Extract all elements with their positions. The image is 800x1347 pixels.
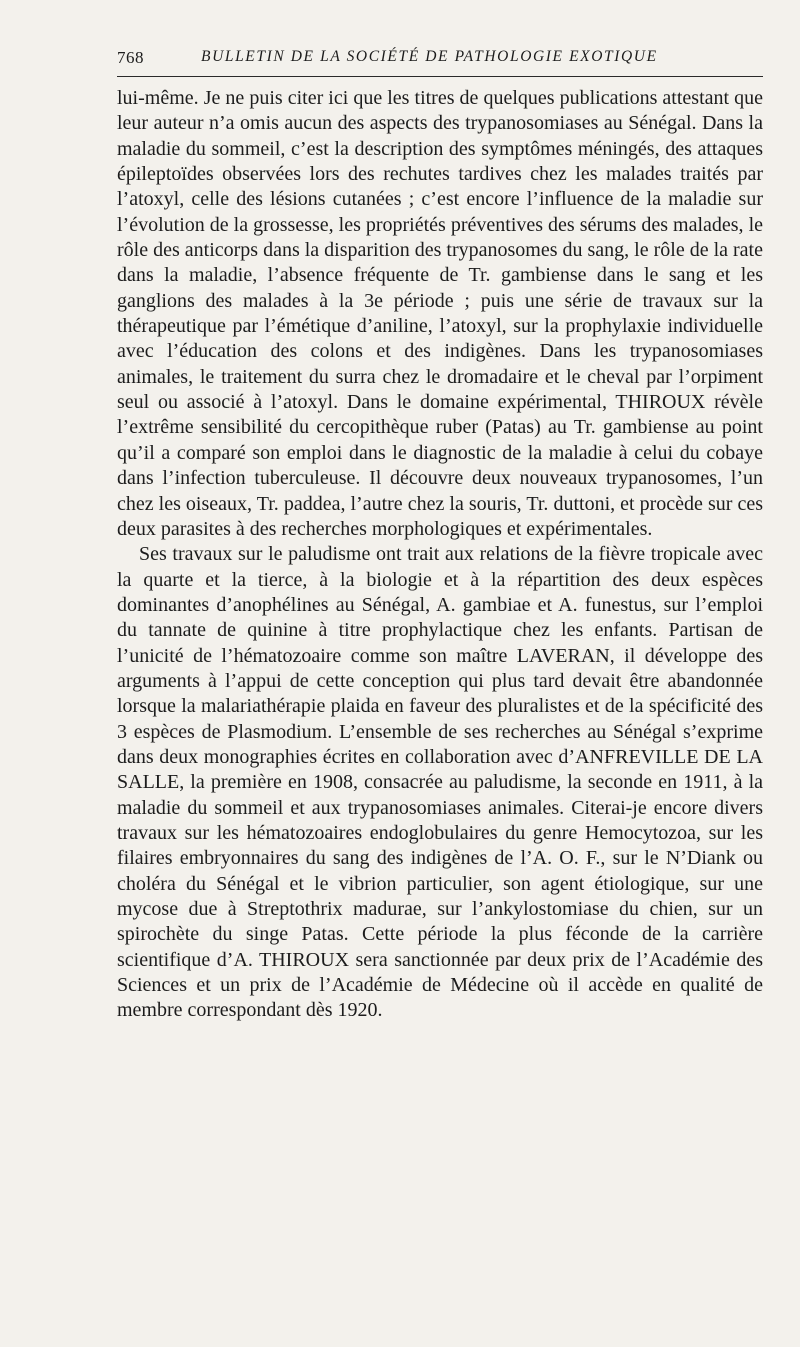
page-header <box>117 44 763 77</box>
body-text <box>117 86 763 1024</box>
paragraph-2: Ses travaux sur le paludisme ont trait aux relations de la fièvre tropicale avec la quarte et la tierce, à la biologie et à la répartition des deux espèces dominantes d’anophélines au Sénégal, A. gambiae et A. funestus, sur l’emploi du tannate de quinine à titre prophylactique chez les enfants. Partisan de l’unicité de l’hématozoaire comme son maître LAVERAN, il développe des arguments à l’appui de cette conception qui plus tard devait être abandonnée lorsque la malariathérapie plaida en faveur des pluralistes et de la spécificité des 3 espèces de Plasmodium. L’ensemble de ses recherches au Sénégal s’exprime dans deux monographies écrites en collaboration avec d’ANFREVILLE DE LA SALLE, la première en 1908, consacrée au paludisme, la seconde en 1911, à la maladie du sommeil et aux trypanosomiases animales. Citerai-je encore divers travaux sur les hématozoaires endoglobulaires du genre Hemocytozoa, sur les filaires embryonnaires du sang des indigènes de l’A. O. F., sur le N’Diank ou choléra du Sénégal et le vibrion particulier, son agent étiologique, sur une mycose due à Streptothrix madurae, sur l’ankylostomiase du chien, sur un spirochète du singe Patas. Cette période la plus féconde de la carrière scientifique d’A. THIROUX sera sanctionnée par deux prix de l’Académie des Sciences et un prix de l’Académie de Médecine où il accède en qualité de membre correspondant dès 1920. <box>117 543 763 1022</box>
page-number: 768 <box>117 48 144 67</box>
paragraph-1: lui-même. Je ne puis citer ici que les titres de quelques publications attestant que leur auteur n’a omis aucun des aspects des trypanosomiases au Sénégal. Dans la maladie du sommeil, c’est la description des symptômes méningés, des attaques épileptoïdes observées lors des rechutes tardives chez les malades traités par l’atoxyl, celle des lésions cutanées ; c’est encore l’influence de la maladie sur l’évolution de la grossesse, les propriétés préventives des sérums des malades, le rôle des anticorps dans la disparition des trypanosomes du sang, le rôle de la rate dans la maladie, l’absence fréquente de Tr. gambiense dans le sang et les ganglions des malades à la 3e période ; puis une série de travaux sur la thérapeutique par l’émétique d’aniline, l’atoxyl, sur la prophylaxie individuelle avec l’éducation des colons et des indigènes. Dans les trypanosomiases animales, le traitement du surra chez le dromadaire et le cheval par l’orpiment seul ou associé à l’atoxyl. Dans le domaine expérimental, THIROUX révèle l’extrême sensibilité du cercopithèque ruber (Patas) au Tr. gambiense au point qu’il a comparé son emploi dans le diagnostic de la maladie à celui du cobaye dans l’infection tuberculeuse. Il découvre deux nouveaux trypanosomes, l’un chez les oiseaux, Tr. paddea, l’autre chez la souris, Tr. duttoni, et procède sur ces deux parasites à des recherches morphologiques et expérimentales. <box>117 87 763 540</box>
running-title: BULLETIN DE LA SOCIÉTÉ DE PATHOLOGIE EXOTIQUE <box>201 48 658 65</box>
